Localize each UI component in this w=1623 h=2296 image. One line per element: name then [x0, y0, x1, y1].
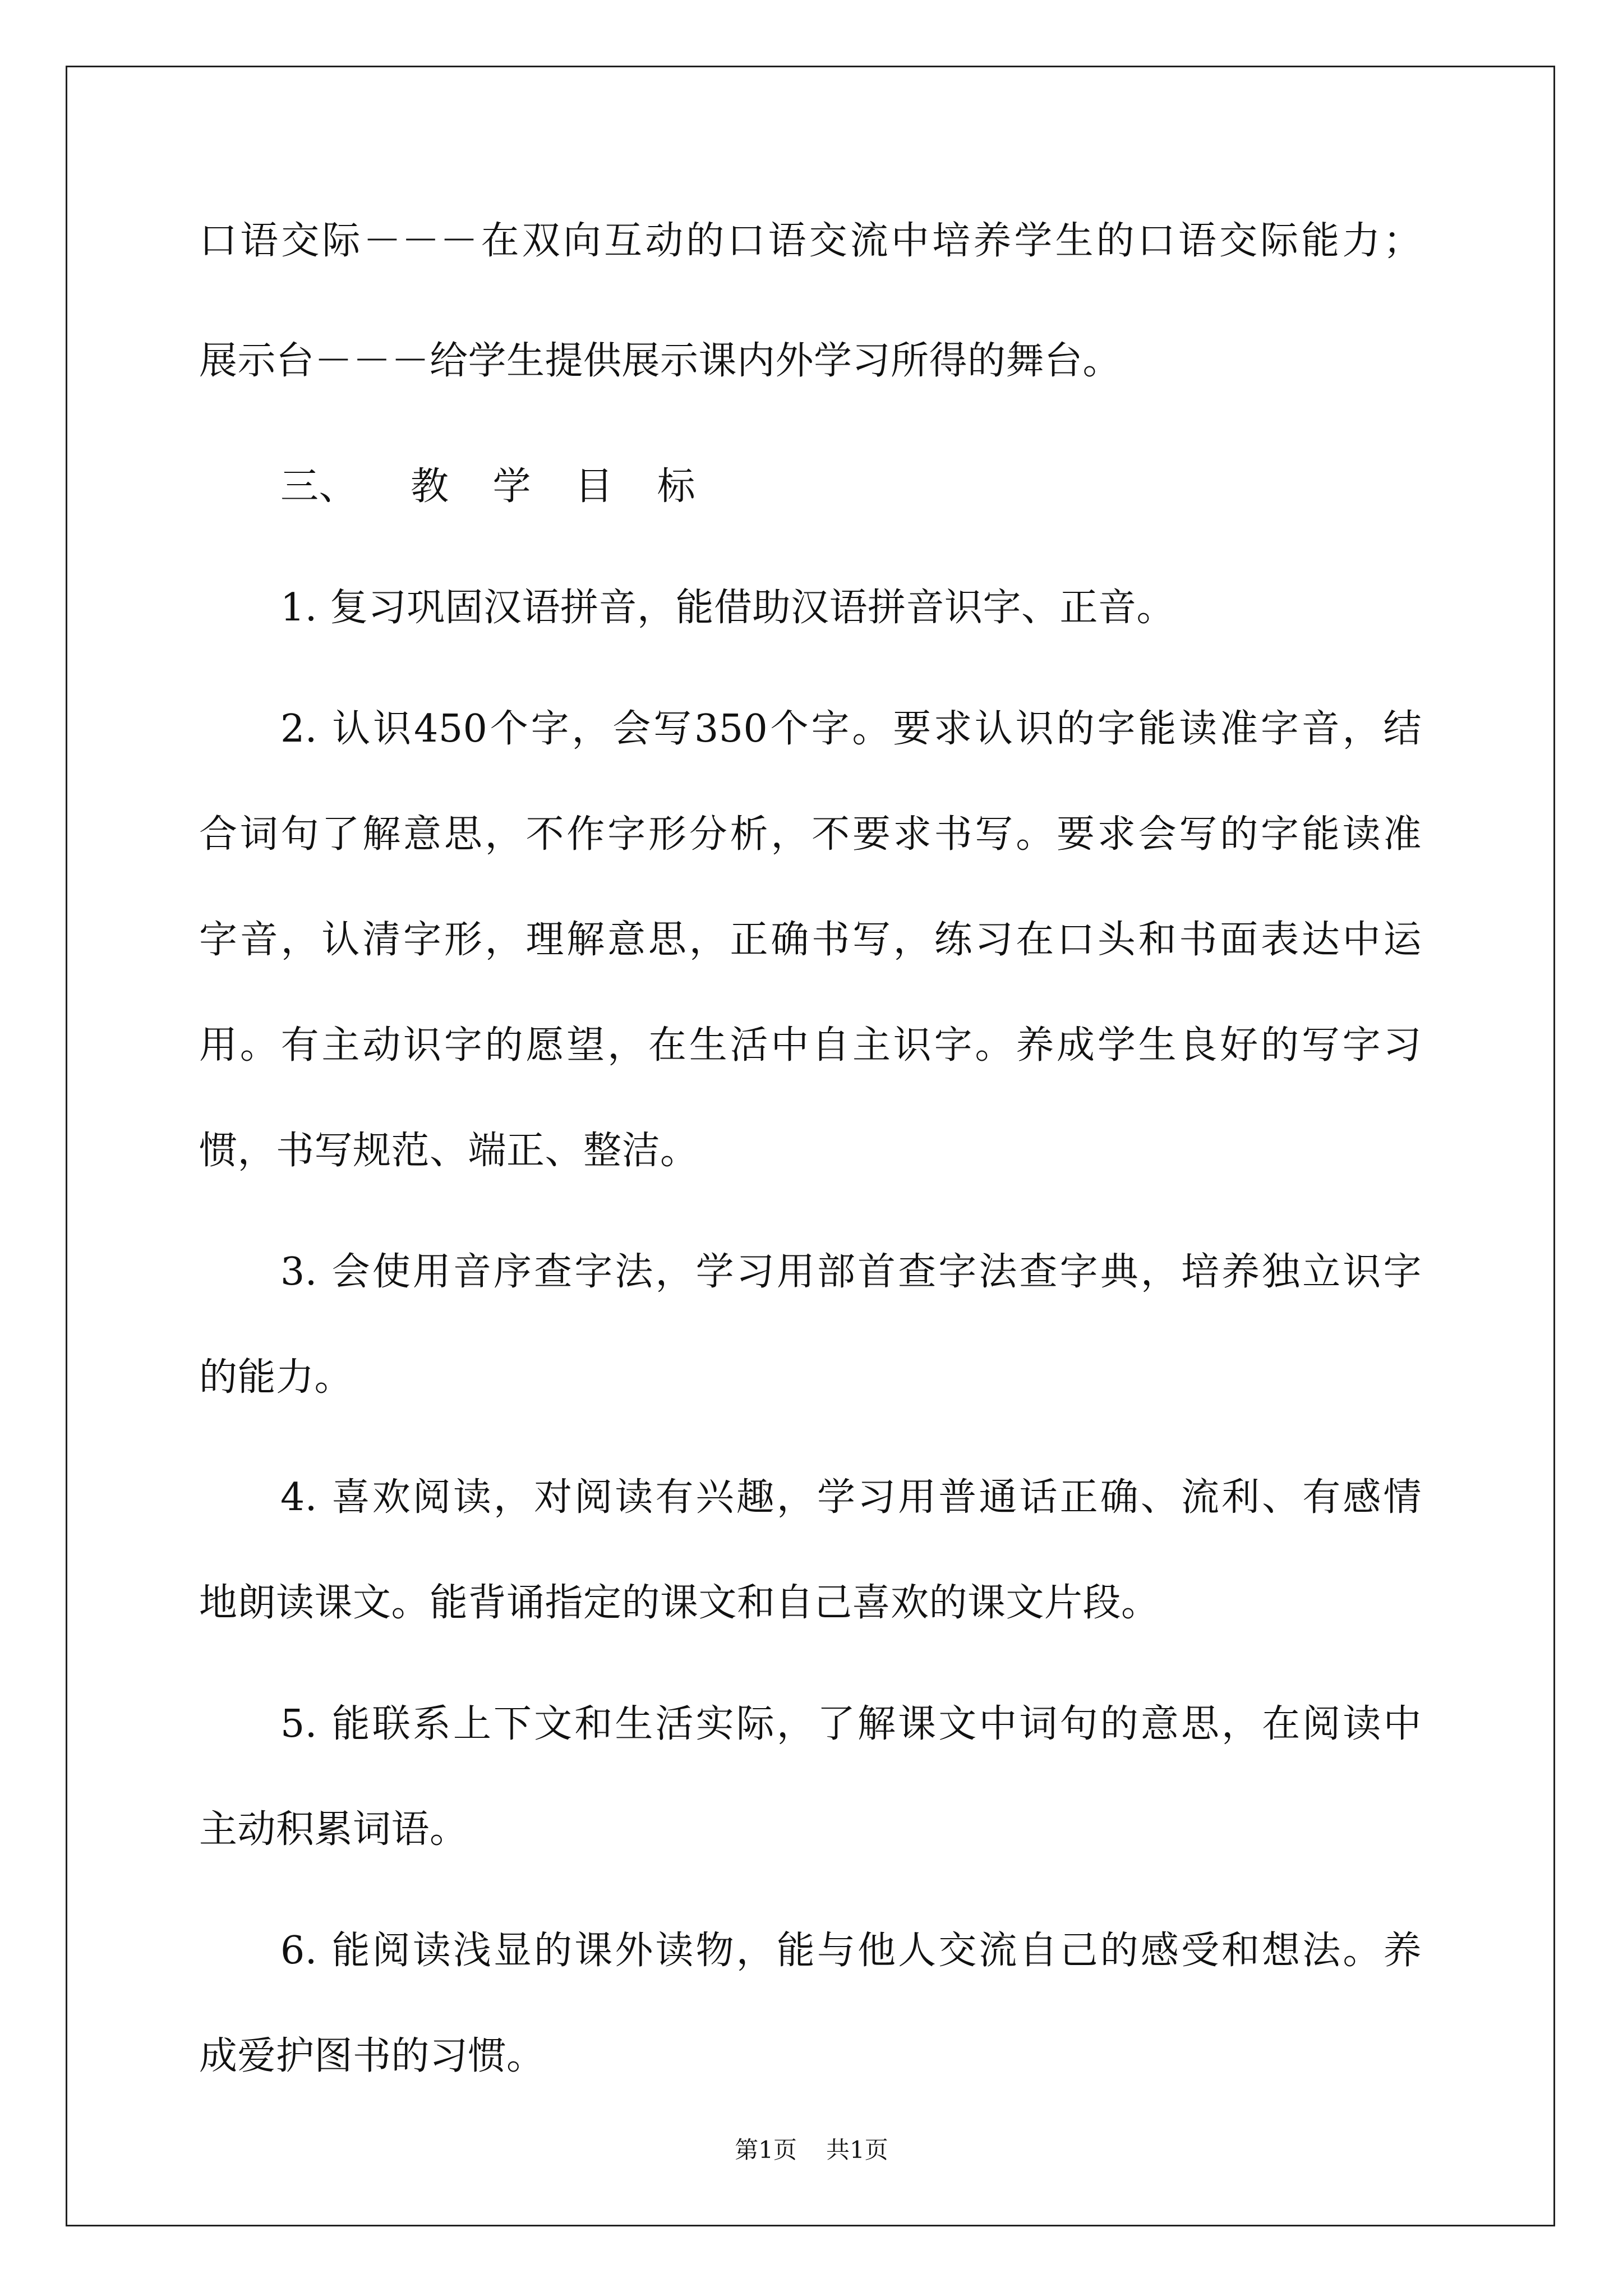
text-line: 2. 认识450个字，会写350个字。要求认识的字能读准字音，结 — [280, 707, 1422, 751]
heading-char: 标 — [657, 464, 696, 509]
text-line: 1. 复习巩固汉语拼音，能借助汉语拼音识字、正音。 — [280, 586, 1175, 630]
page-number: 第1页 — [735, 2136, 797, 2164]
section-heading — [199, 464, 1422, 509]
heading-char: 目 — [575, 464, 614, 509]
page-footer — [0, 2138, 1623, 2162]
text-line: 6. 能阅读浅显的课外读物，能与他人交流自己的感受和想法。养 — [280, 1929, 1422, 1973]
heading-char: 教 — [411, 464, 449, 509]
text-line: 3. 会使用音序查字法，学习用部首查字法查字典，培养独立识字 — [280, 1250, 1422, 1294]
text-line: 5. 能联系上下文和生活实际，了解课文中词句的意思，在阅读中 — [280, 1702, 1422, 1746]
text-line: 4. 喜欢阅读，对阅读有兴趣，学习用普通话正确、流利、有感情 — [280, 1475, 1422, 1520]
text-line: 口语交际－－－在双向互动的口语交流中培养学生的口语交际能力； — [199, 219, 1422, 263]
page-total: 共1页 — [826, 2136, 888, 2164]
text-line: 成爱护图书的习惯。 — [199, 2034, 545, 2078]
text-line: 地朗读课文。能背诵指定的课文和自己喜欢的课文片段。 — [199, 1581, 1160, 1625]
heading-char: 学 — [492, 464, 532, 509]
section-number: 三、 — [280, 464, 358, 509]
text-line: 字音，认清字形，理解意思，正确书写，练习在口头和书面表达中运 — [199, 918, 1422, 962]
text-line: 展示台－－－给学生提供展示课内外学习所得的舞台。 — [199, 339, 1122, 383]
text-line: 合词句了解意思，不作字形分析，不要求书写。要求会写的字能读准 — [199, 812, 1422, 857]
text-line: 惯，书写规范、端正、整洁。 — [199, 1129, 699, 1173]
text-line: 的能力。 — [199, 1355, 353, 1400]
text-line: 主动积累词语。 — [199, 1807, 468, 1852]
text-line: 用。有主动识字的愿望，在生活中自主识字。养成学生良好的写字习 — [199, 1023, 1422, 1068]
